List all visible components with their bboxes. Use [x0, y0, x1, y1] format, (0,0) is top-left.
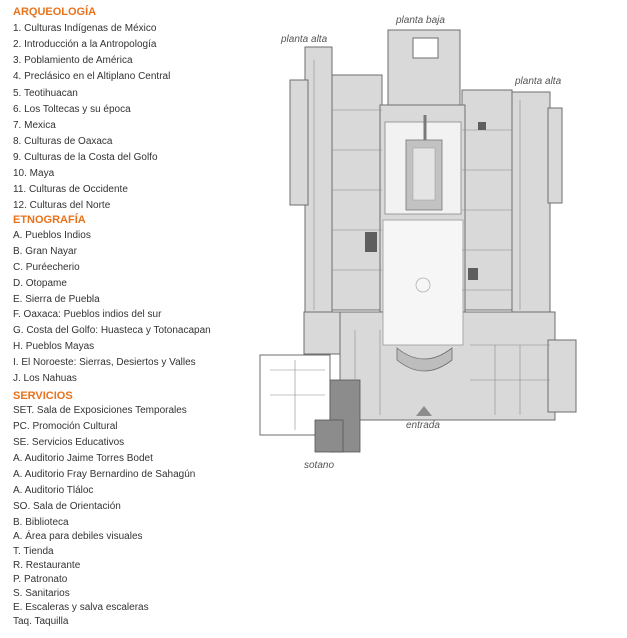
- legend-item: D. Otopame: [13, 278, 67, 289]
- legend-item: 1. Culturas Indígenas de México: [13, 23, 157, 34]
- legend-item: 12. Culturas del Norte: [13, 200, 111, 211]
- reflecting-pool-inner: [413, 148, 435, 200]
- legend-item: 7. Mexica: [13, 120, 56, 131]
- right-wing-upper-floor: [512, 92, 550, 314]
- legend-item: F. Oaxaca: Pueblos indios del sur: [13, 309, 162, 320]
- legend-item: 10. Maya: [13, 168, 55, 179]
- main-patio: [383, 220, 463, 345]
- legend-item: A. Auditorio Jaime Torres Bodet: [13, 453, 153, 464]
- top-block-room: [413, 38, 438, 58]
- legend-item: J. Los Nahuas: [13, 373, 77, 384]
- section-title-etnografia: ETNOGRAFÍA: [13, 214, 86, 226]
- legend-item: 8. Culturas de Oaxaca: [13, 136, 113, 147]
- legend-item: SO. Sala de Orientación: [13, 501, 121, 512]
- legend-item: B. Gran Nayar: [13, 246, 77, 257]
- label-planta-baja: planta baja: [396, 15, 445, 26]
- legend-item: SE. Servicios Educativos: [13, 437, 125, 448]
- legend-item: 6. Los Toltecas y su época: [13, 104, 131, 115]
- legend-item: A. Auditorio Fray Bernardino de Sahagún: [13, 469, 196, 480]
- legend-item: I. El Noroeste: Sierras, Desiertos y Valles: [13, 357, 196, 368]
- legend-item: H. Pueblos Mayas: [13, 341, 95, 352]
- label-entrada: entrada: [406, 420, 440, 431]
- legend-item: 2. Introducción a la Antropología: [13, 39, 157, 50]
- legend-item: PC. Promoción Cultural: [13, 421, 118, 432]
- legend-item: C. Puréecherio: [13, 262, 80, 273]
- section-title-servicios: SERVICIOS: [13, 390, 73, 402]
- legend-item: E. Escaleras y salva escaleras: [13, 602, 149, 613]
- legend-item: B. Biblioteca: [13, 517, 69, 528]
- legend-item: 11. Culturas de Occidente: [13, 184, 128, 195]
- label-sotano: sotano: [304, 460, 335, 471]
- legend-item: A. Pueblos Indios: [13, 230, 91, 241]
- legend-item: A. Área para debiles visuales: [13, 531, 143, 542]
- legend-item: 3. Poblamiento de América: [13, 55, 133, 66]
- legend-item: S. Sanitarios: [13, 588, 70, 599]
- label-planta-alta-left: planta alta: [281, 34, 328, 45]
- legend-item: E. Sierra de Puebla: [13, 294, 100, 305]
- legend-item: T. Tienda: [13, 546, 54, 557]
- legend-item: R. Restaurante: [13, 560, 81, 571]
- legend-item: A. Auditorio Tláloc: [13, 485, 94, 496]
- legend-item: G. Costa del Golfo: Huasteca y Totonacapan: [13, 325, 211, 336]
- basement-annex: [315, 420, 343, 452]
- lower-left-connector: [304, 312, 340, 354]
- legend-item: SET. Sala de Exposiciones Temporales: [13, 405, 187, 416]
- lower-right-annex: [548, 340, 576, 412]
- legend-item: P. Patronato: [13, 574, 68, 585]
- label-planta-alta-right: planta alta: [515, 76, 562, 87]
- legend-item: 4. Preclásico en el Altiplano Central: [13, 71, 171, 82]
- section-title-arqueologia: ARQUEOLOGÍA: [13, 6, 97, 18]
- right-wing-annex: [548, 108, 562, 203]
- left-wing-annex: [290, 80, 308, 205]
- left-wing-upper-floor: [305, 47, 332, 320]
- legend-item: Taq. Taquilla: [13, 616, 69, 627]
- legend-item: 5. Teotihuacan: [13, 88, 78, 99]
- legend-item: 9. Culturas de la Costa del Golfo: [13, 152, 158, 163]
